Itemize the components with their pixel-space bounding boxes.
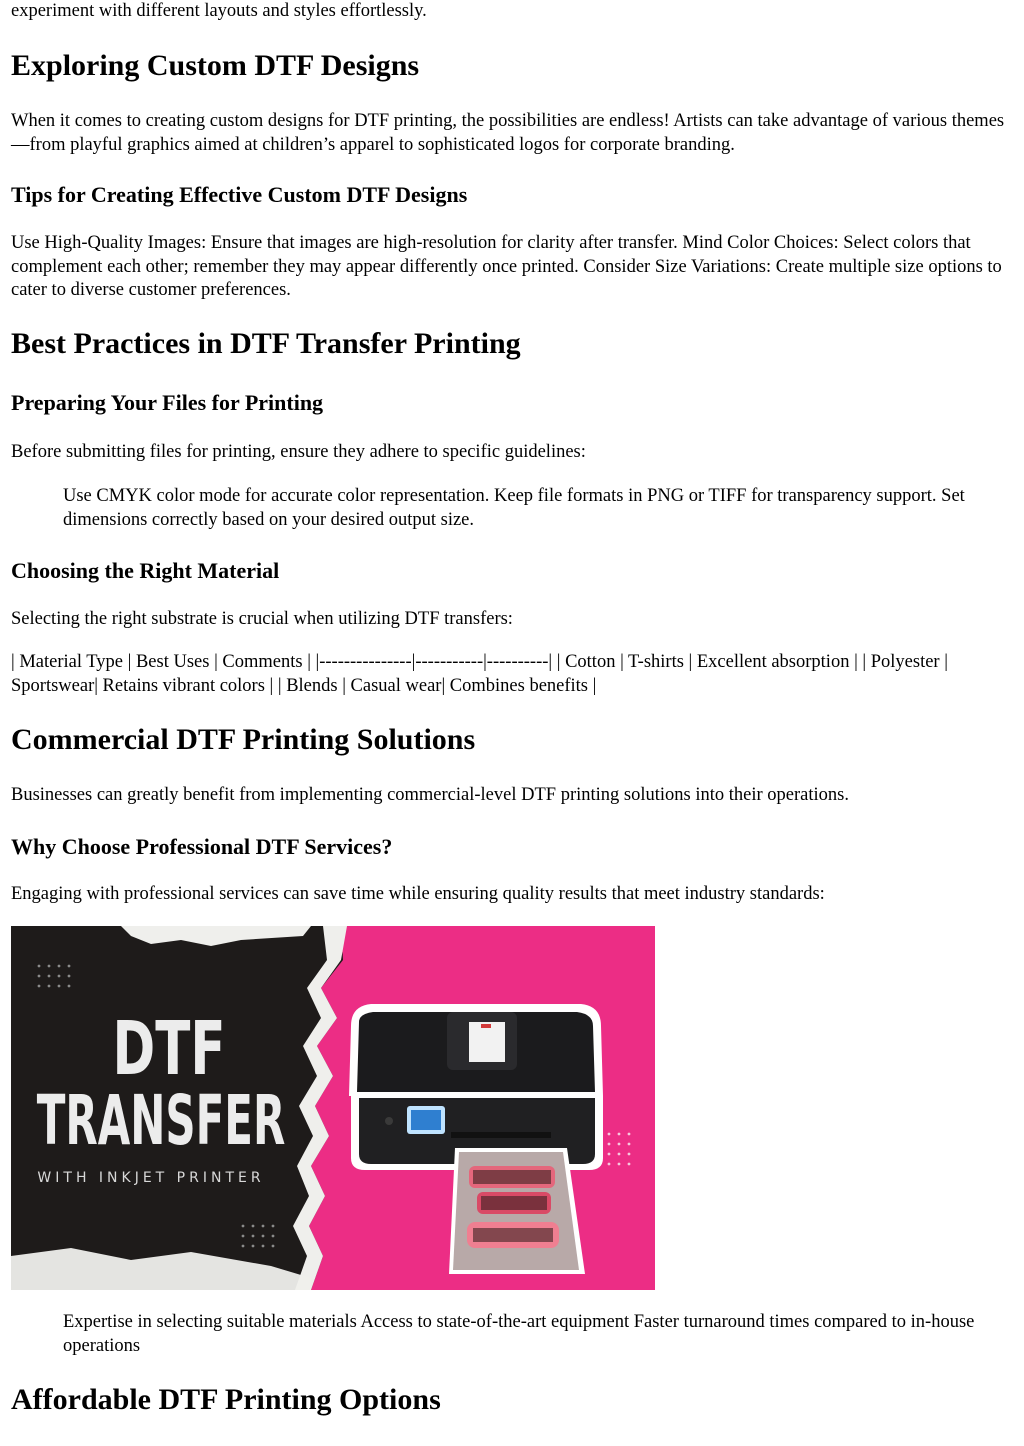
professional-benefits-list: Expertise in selecting suitable materials Access to state-of-the-art equipment Faster turnaround times compared to in-house operations — [63, 1312, 975, 1356]
image-subtitle: WITH INKJET PRINTER — [37, 1170, 265, 1186]
why-professional-paragraph: Engaging with professional services can save time while ensuring quality results that meet industry standards: — [11, 884, 825, 904]
image-title-line2: TRANSFER — [36, 1081, 286, 1161]
subheading-why-professional: Why Choose Professional DTF Services? — [11, 834, 393, 859]
preparing-files-list: Use CMYK color mode for accurate color representation. Keep file formats in PNG or TIFF for transparency support. Set dimensions correctly based on your desired output size. — [63, 486, 965, 530]
material-table-text: | Material Type | Best Uses | Comments | |---------------|-----------|----------| | Cotton | T-shirts | Excellent absorption | | Polyester | Sportswear| Retains vibrant colors | | Blends | Casual wear| Combines benefits | — [11, 652, 948, 696]
section-heading-custom-designs: Exploring Custom DTF Designs — [11, 49, 420, 82]
subheading-right-material: Choosing the Right Material — [11, 558, 280, 583]
printed-transfer-sheet — [449, 1148, 585, 1274]
tips-paragraph: Use High-Quality Images: Ensure that images are high-resolution for clarity after transfer. Mind Color Choices: Select colors that complement each other; remember they may appear differently once printed. Consider Size Variations: Create multiple size options to cater to diverse customer preferences. — [11, 233, 1002, 300]
commercial-paragraph: Businesses can greatly benefit from implementing commercial-level DTF printing solutions into their operations. — [11, 785, 849, 805]
dtf-transfer-image — [11, 926, 655, 1290]
preparing-files-paragraph: Before submitting files for printing, ensure they adhere to specific guidelines: — [11, 442, 586, 462]
subheading-preparing-files: Preparing Your Files for Printing — [11, 390, 324, 415]
subheading-tips: Tips for Creating Effective Custom DTF Designs — [11, 182, 468, 207]
section-heading-best-practices: Best Practices in DTF Transfer Printing — [11, 327, 521, 360]
material-paragraph: Selecting the right substrate is crucial when utilizing DTF transfers: — [11, 609, 513, 629]
custom-designs-paragraph: When it comes to creating custom designs for DTF printing, the possibilities are endless! Artists can take advantage of various themes—from playful graphics aimed at children’s apparel to sophisticated logos for corporate branding. — [11, 111, 1005, 155]
printer-illustration — [349, 1004, 603, 1170]
intro-paragraph-tail: experiment with different layouts and styles effortlessly. — [11, 1, 427, 21]
section-heading-affordable: Affordable DTF Printing Options — [11, 1383, 441, 1416]
section-heading-commercial: Commercial DTF Printing Solutions — [11, 723, 476, 756]
image-title-line1: DTF — [112, 1006, 226, 1093]
